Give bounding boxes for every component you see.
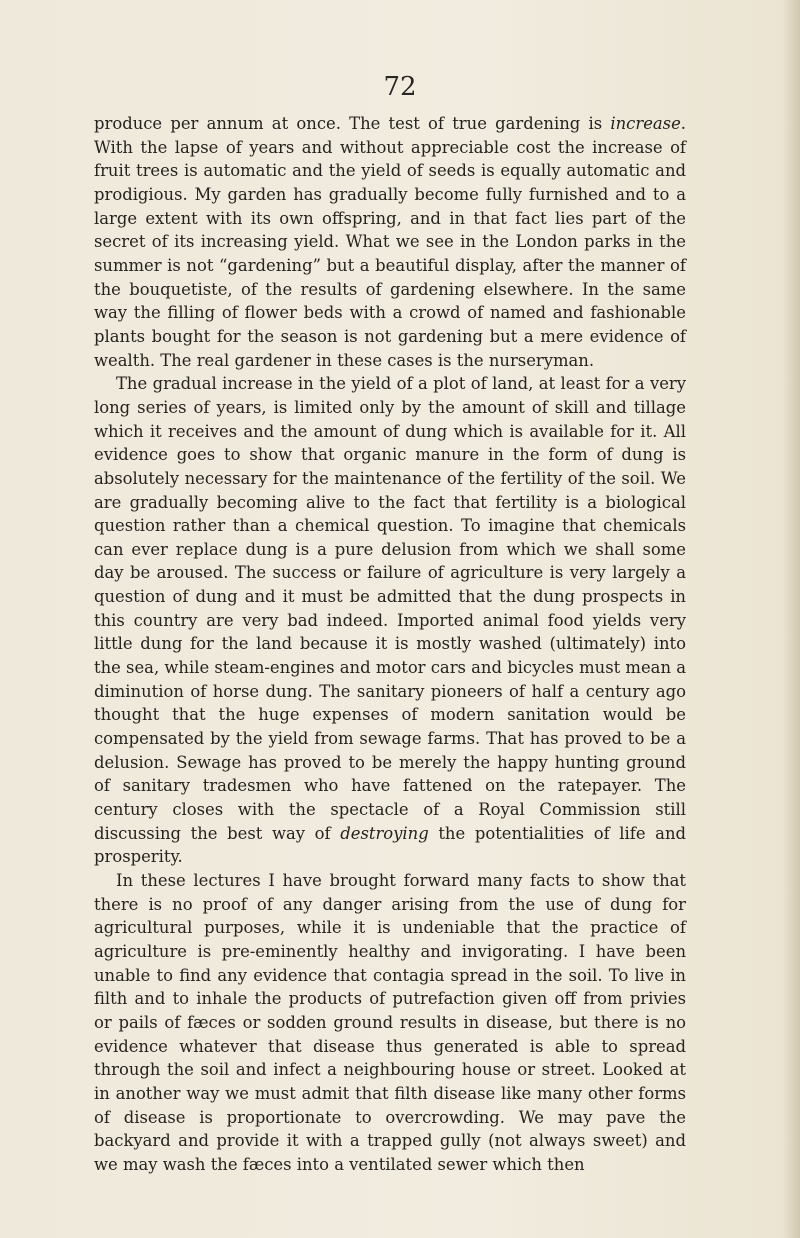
paragraph-2 [94,372,686,869]
paragraph-3-text-a: In these lectures I have brought forward many facts to show that there is no proof of any danger arising from the use of dung for agricultural purposes, while it is undeniable that the practice of agriculture is pre-eminently healthy and invigorating. I have been unable to find any evidence that contagia spread in the soil. To live in filth and to inhale the products of putrefaction given off from privies or pails of fæces or sodden ground results in disease, but there is no evidence whatever that disease thus generated is able to spread through the soil and infect a neighbouring house or street. Looked at in another way we must admit that filth disease like many other forms of disease is proportionate to overcrowding. We may pave the backyard and provide it with a trapped gully (not always sweet) and we may wash the fæces into a ventilated sewer which then [94,871,686,1174]
paragraph-1 [94,112,686,372]
paragraph-2-text-a: The gradual increase in the yield of a plot of land, at least for a very long series of years, is limited only by the amount of skill and tillage which it receives and the amount of dung which is available for it. All evidence goes to show that organic manure in the form of dung is absolutely necessary for the maintenance of the fertility of the soil. We are gradually becoming alive to the fact that fertility is a biological question rather than a chemical question. To imagine that chemicals can ever replace dung is a pure delusion from which we shall some day be aroused. The success or failure of agriculture is very largely a question of dung and it must be admitted that the dung prospects in this country are very bad indeed. Imported animal food yields very little dung for the land because it is mostly washed (ultimately) into the sea, while steam-engines and motor cars and bicycles must mean a diminution of horse dung. The sanitary pioneers of half a century ago thought that the huge expenses of modern sanitation would be compensated by the yield from sewage farms. That has proved to be a delusion. Sewage has proved to be merely the happy hunting ground of sanitary tradesmen who have fattened on the ratepayer. The century closes with the spectacle of a Royal Commission still discussing the best way of [94,374,686,843]
page-edge-shadow [782,0,800,1238]
paragraph-2-text-c: the potentialities of life and prosperity. [94,823,686,867]
paragraph-1-text-a: produce per annum at once. The test of true gardening is [94,114,611,133]
paragraph-1-text-c: . With the lapse of years and without appreciable cost the increase of fruit trees is automatic and the yield of seeds is equally automatic and prodigious. My garden has gradually become fully furnished and to a large extent with its own offspring, and in that fact lies part of the secret of its increasing yield. What we see in the London parks in the summer is not “gardening” but a beautiful display, after the manner of the bouquetiste, of the results of gardening elsewhere. In the same way the filling of flower beds with a crowd of named and fashionable plants bought for the season is not gardening but a mere evidence of wealth. The real gardener in these cases is the nurseryman. [94,114,686,370]
emphasis-increase: increase [610,114,681,133]
page-number: 72 [383,72,417,102]
body-text [94,112,686,1177]
emphasis-destroying: destroying [340,823,429,843]
paragraph-3 [94,869,686,1177]
